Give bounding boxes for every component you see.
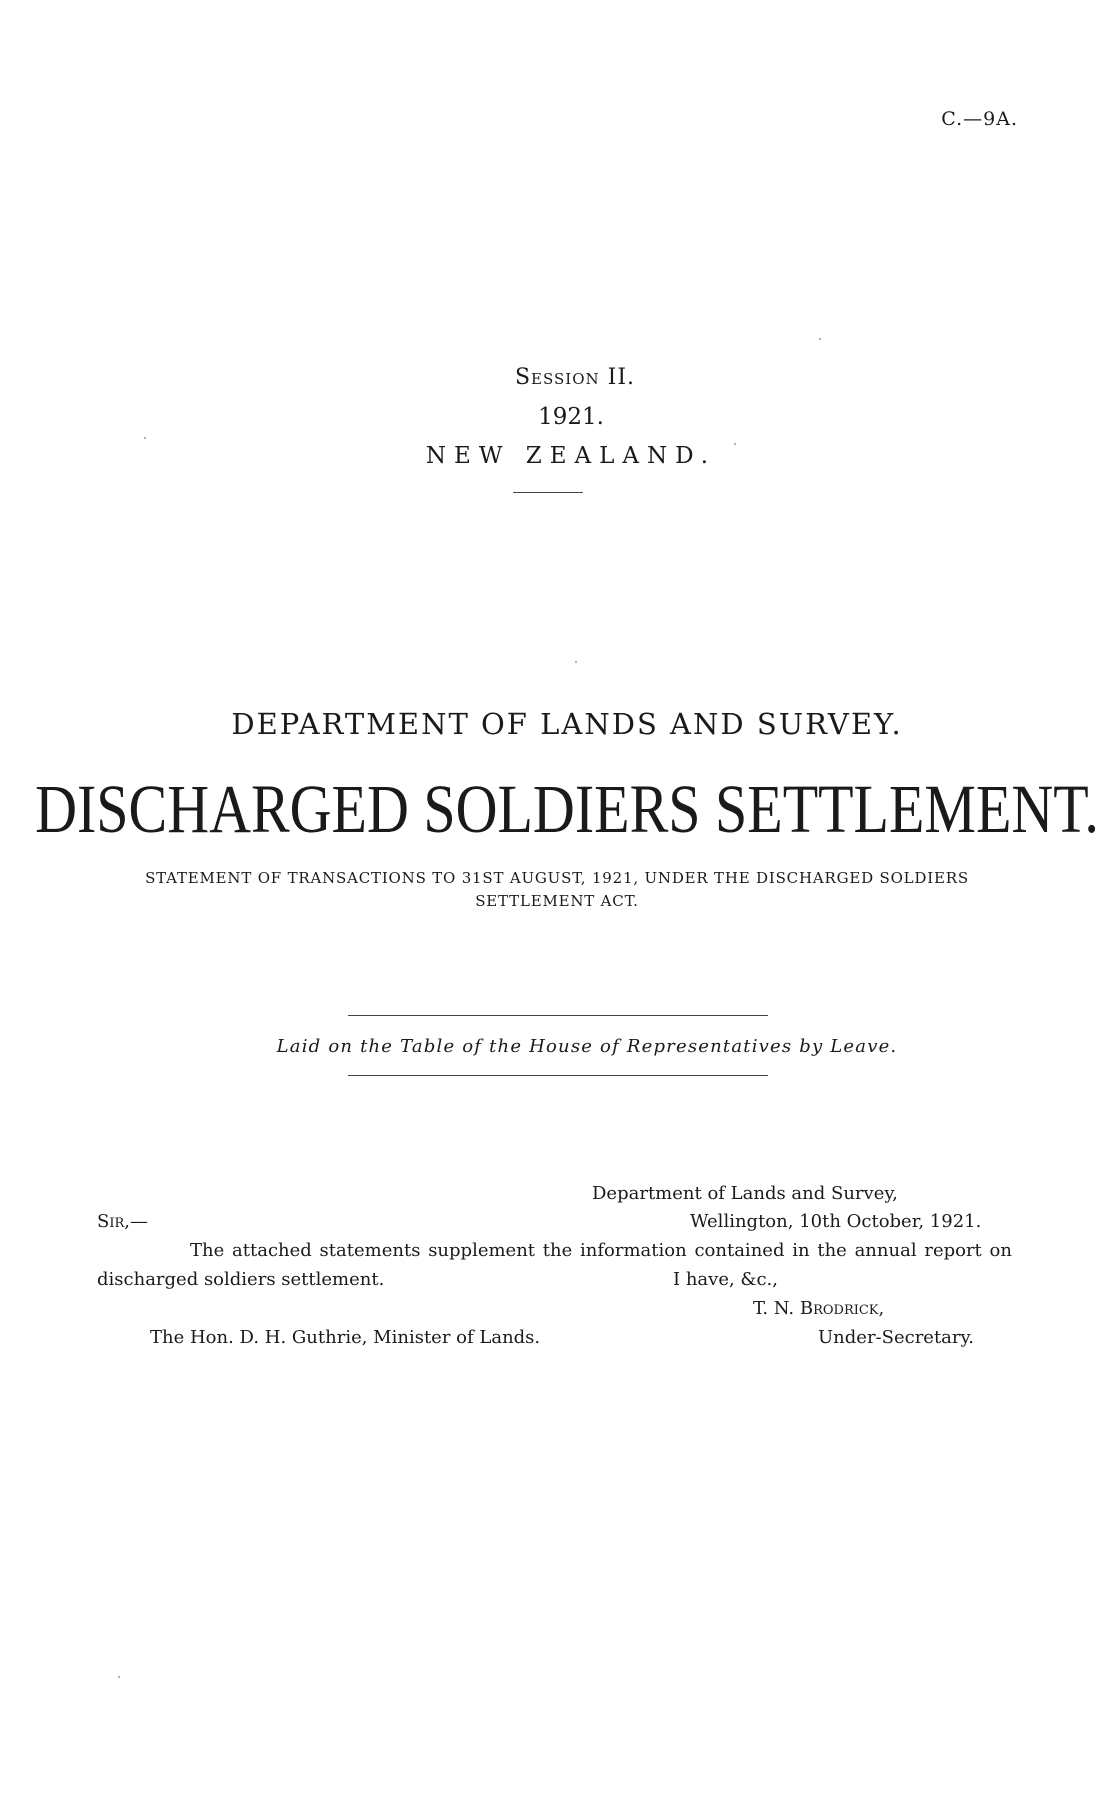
- statement-line-2: SETTLEMENT ACT.: [475, 892, 639, 910]
- document-reference: C.—9A.: [941, 108, 1018, 130]
- letter-body-line-2: discharged soldiers settlement.: [97, 1269, 385, 1290]
- year-label: 1921.: [538, 404, 604, 430]
- department-heading: DEPARTMENT OF LANDS AND SURVEY.: [231, 707, 903, 741]
- scan-speck: [118, 1676, 120, 1678]
- laid-bottom-rule: [348, 1075, 768, 1076]
- scan-speck: [575, 661, 577, 663]
- scan-speck: [819, 338, 821, 340]
- letter-address-line-1: Department of Lands and Survey,: [592, 1183, 898, 1204]
- letter-addressee: The Hon. D. H. Guthrie, Minister of Lands.: [150, 1327, 541, 1348]
- letter-signatory: T. N. Brodrick,: [753, 1298, 885, 1319]
- letter-signatory-title: Under-Secretary.: [818, 1327, 975, 1348]
- letter-salutation: Sir,—: [97, 1211, 148, 1232]
- statement-line-1: STATEMENT OF TRANSACTIONS TO 31ST AUGUST, 1921, UNDER THE DISCHARGED SOLDIERS: [145, 869, 969, 887]
- scan-speck: [734, 443, 736, 445]
- letter-closing: I have, &c.,: [673, 1269, 778, 1290]
- laid-notice: Laid on the Table of the House of Representatives by Leave.: [276, 1036, 898, 1057]
- scan-speck: [144, 437, 146, 439]
- laid-top-rule: [348, 1015, 768, 1016]
- title-divider: [513, 492, 583, 493]
- statement-subtitle: [0, 867, 1114, 913]
- main-title: DISCHARGED SOLDIERS SETTLEMENT.: [35, 770, 1099, 848]
- letter-body-line-1: The attached statements supplement the information contained in the annual report on: [190, 1240, 1012, 1261]
- letter-address-line-2: Wellington, 10th October, 1921.: [690, 1211, 982, 1232]
- session-label: Session II.: [514, 365, 636, 390]
- country-label: NEW ZEALAND.: [425, 443, 717, 469]
